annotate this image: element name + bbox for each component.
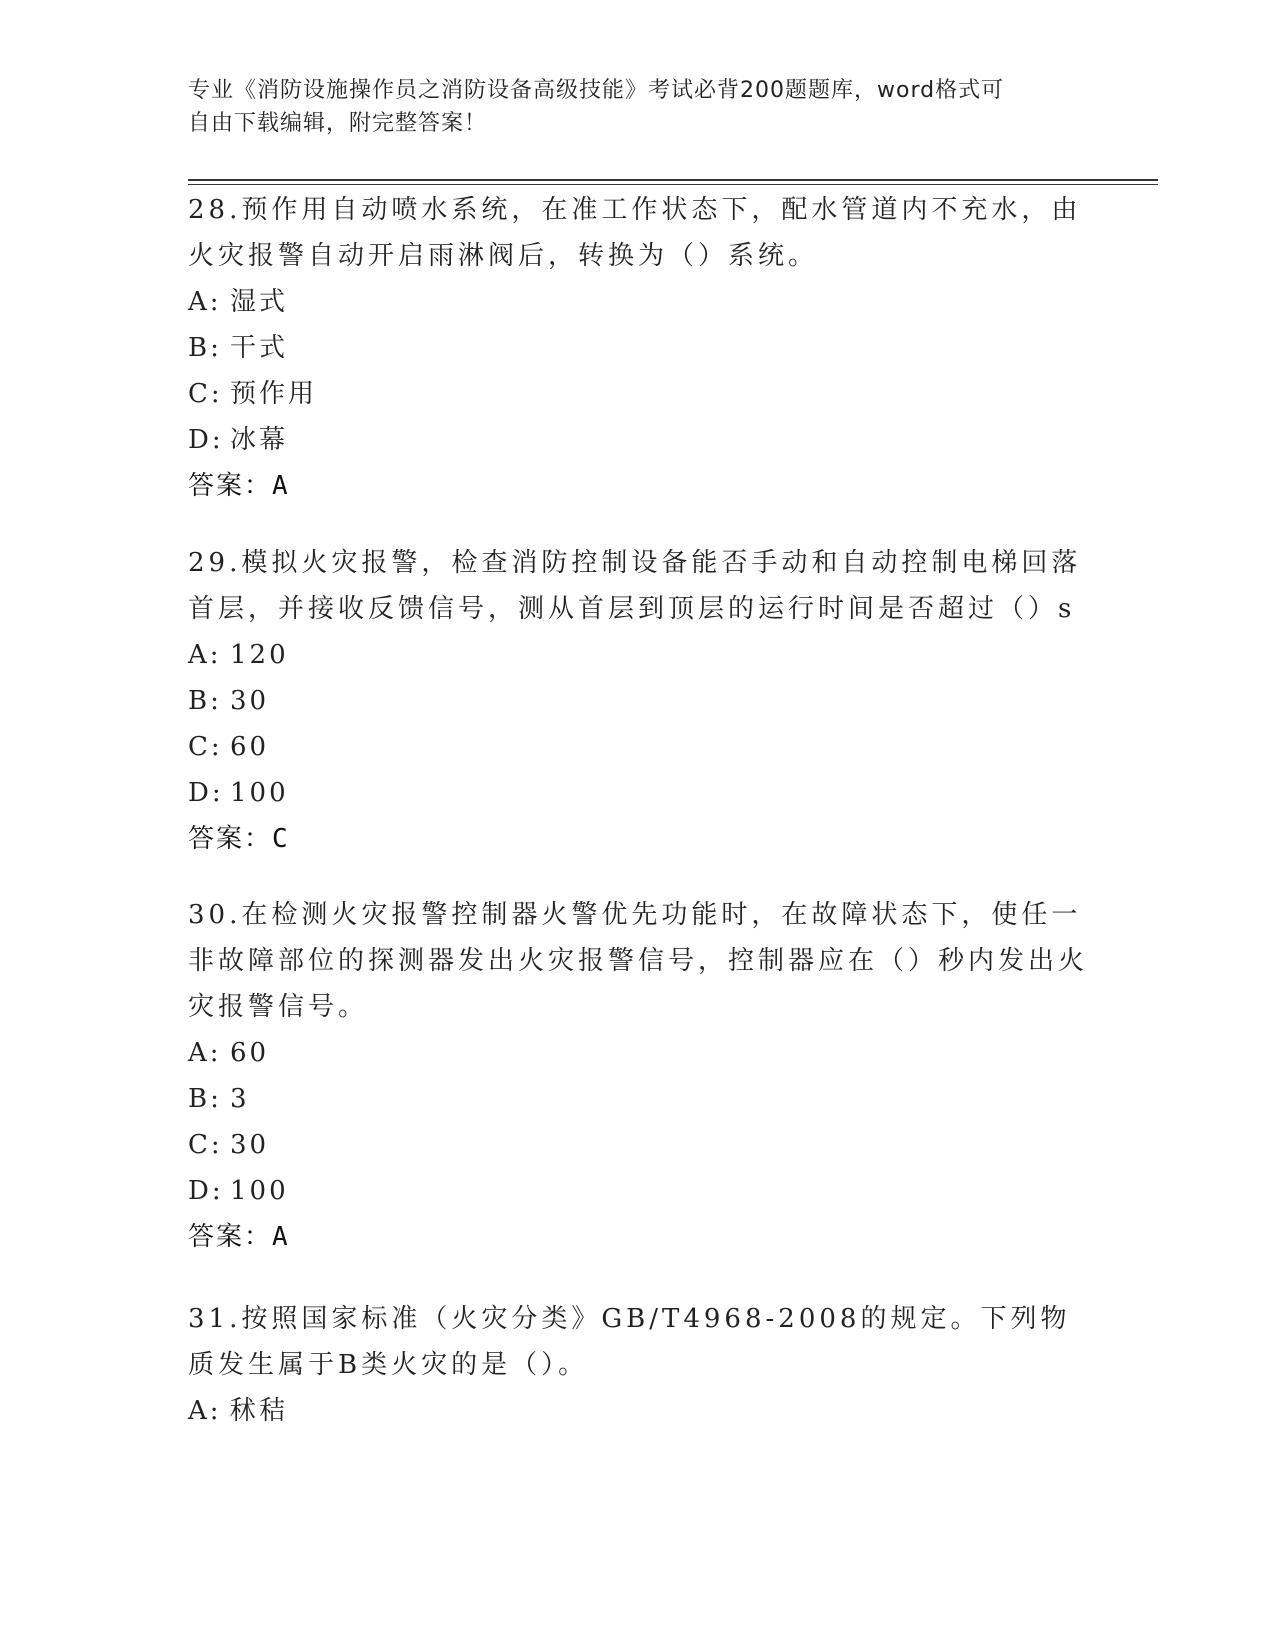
option-text: 60 <box>230 1038 270 1068</box>
option-d <box>188 417 1088 463</box>
option-text: 预作用 <box>230 379 318 409</box>
option-a <box>188 279 1088 325</box>
option-text: 100 <box>230 778 289 808</box>
option-letter: D: <box>188 1176 224 1206</box>
header-rule-thin <box>188 184 1158 185</box>
option-letter: A: <box>188 1396 222 1426</box>
option-text: 秫秸 <box>230 1396 289 1426</box>
answer-label: 答案： <box>188 824 273 854</box>
document-header <box>188 74 1068 140</box>
question-31 <box>188 1296 1088 1434</box>
question-29 <box>188 540 1088 862</box>
option-a <box>188 632 1088 678</box>
option-d <box>188 1168 1088 1214</box>
option-text: 120 <box>230 640 289 670</box>
answer-label: 答案： <box>188 1222 273 1252</box>
option-letter: B: <box>188 333 222 363</box>
header-line-1: 专业《消防设施操作员之消防设备高级技能》考试必背200题题库，word格式可 <box>188 78 1005 103</box>
option-b <box>188 678 1088 724</box>
option-letter: C: <box>188 379 223 409</box>
option-letter: A: <box>188 287 222 317</box>
option-c <box>188 371 1088 417</box>
option-c <box>188 1122 1088 1168</box>
option-text: 3 <box>230 1084 250 1114</box>
option-d <box>188 770 1088 816</box>
option-text: 湿式 <box>230 287 289 317</box>
option-a <box>188 1030 1088 1076</box>
question-text: 29.模拟火灾报警，检查消防控制设备能否手动和自动控制电梯回落首层，并接收反馈信号，测从首层到顶层的运行时间是否超过（）s <box>188 548 1082 624</box>
option-letter: C: <box>188 732 223 762</box>
option-letter: A: <box>188 1038 222 1068</box>
option-text: 60 <box>230 732 270 762</box>
option-text: 干式 <box>230 333 289 363</box>
answer-value: A <box>272 471 290 501</box>
answer-line <box>188 816 1088 862</box>
option-a <box>188 1388 1088 1434</box>
option-letter: D: <box>188 425 224 455</box>
answer-line <box>188 463 1088 509</box>
question-text: 28.预作用自动喷水系统，在准工作状态下，配水管道内不充水，由火灾报警自动开启雨淋阀后，转换为（）系统。 <box>188 195 1082 271</box>
option-letter: A: <box>188 640 222 670</box>
option-letter: D: <box>188 778 224 808</box>
option-text: 30 <box>230 686 270 716</box>
option-b <box>188 1076 1088 1122</box>
option-b <box>188 325 1088 371</box>
question-text: 30.在检测火灾报警控制器火警优先功能时，在故障状态下，使任一非故障部位的探测器发出火灾报警信号，控制器应在（）秒内发出火灾报警信号。 <box>188 900 1089 1022</box>
header-rule-thick <box>188 179 1158 181</box>
option-letter: B: <box>188 686 222 716</box>
question-30 <box>188 892 1088 1260</box>
answer-value: A <box>272 1222 290 1252</box>
option-text: 冰幕 <box>230 425 289 455</box>
answer-label: 答案： <box>188 471 273 501</box>
question-28 <box>188 187 1088 509</box>
answer-line <box>188 1214 1088 1260</box>
option-text: 100 <box>230 1176 289 1206</box>
header-line-2: 自由下载编辑，附完整答案！ <box>188 111 488 136</box>
option-letter: B: <box>188 1084 222 1114</box>
option-c <box>188 724 1088 770</box>
answer-value: C <box>272 824 290 854</box>
question-text: 31.按照国家标准（火灾分类》GB/T4968-2008的规定。下列物质发生属于B类火灾的是（）。 <box>188 1304 1071 1380</box>
option-letter: C: <box>188 1130 223 1160</box>
option-text: 30 <box>230 1130 270 1160</box>
